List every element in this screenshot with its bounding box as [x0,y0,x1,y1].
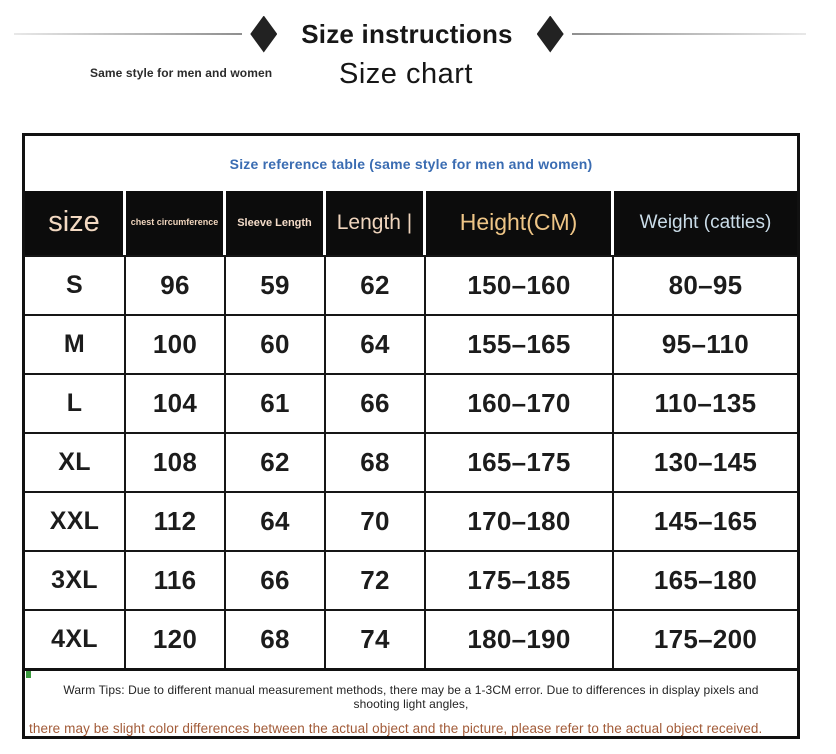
value-cell: 70 [326,491,426,550]
value-cell: 150–160 [426,255,614,314]
table-header-row [25,191,797,255]
column-header-chest: chest circumference [126,191,226,255]
value-cell: 66 [326,373,426,432]
value-cell: 95–110 [614,314,797,373]
divider-line-left [14,33,242,35]
header-band [0,14,820,54]
size-label-cell: 3XL [25,550,126,609]
size-label-cell: L [25,373,126,432]
value-cell: 62 [326,255,426,314]
value-cell: 180–190 [426,609,614,668]
warm-tips-line1: Warm Tips: Due to different manual measurement methods, there may be a 1-3CM error. Due to differences in display pixels and shooting light angles, [63,683,759,711]
divider-line-right [572,33,806,35]
table-row [25,373,797,432]
size-table [22,133,800,739]
table-caption: Size reference table (same style for men and women) [229,155,593,172]
table-body [25,255,797,668]
value-cell: 59 [226,255,326,314]
value-cell: 104 [126,373,226,432]
column-header-height: Height(CM) [426,191,614,255]
table-row [25,550,797,609]
value-cell: 175–200 [614,609,797,668]
size-label-cell: XL [25,432,126,491]
value-cell: 100 [126,314,226,373]
size-label-cell: S [25,255,126,314]
table-row [25,432,797,491]
value-cell: 165–175 [426,432,614,491]
value-cell: 64 [226,491,326,550]
value-cell: 170–180 [426,491,614,550]
value-cell: 68 [226,609,326,668]
value-cell: 96 [126,255,226,314]
value-cell: 110–135 [614,373,797,432]
page-title: Size instructions [301,18,513,49]
column-header-sleeve: Sleeve Length [226,191,326,255]
column-header-size: size [25,191,126,255]
size-label-cell: M [25,314,126,373]
value-cell: 62 [226,432,326,491]
value-cell: 72 [326,550,426,609]
value-cell: 80–95 [614,255,797,314]
value-cell: 74 [326,609,426,668]
value-cell: 108 [126,432,226,491]
value-cell: 112 [126,491,226,550]
value-cell: 116 [126,550,226,609]
value-cell: 155–165 [426,314,614,373]
value-cell: 60 [226,314,326,373]
value-cell: 66 [226,550,326,609]
size-label-cell: XXL [25,491,126,550]
column-header-weight: Weight (catties) [614,191,797,255]
size-label-cell: 4XL [25,609,126,668]
value-cell: 145–165 [614,491,797,550]
table-row [25,314,797,373]
value-cell: 130–145 [614,432,797,491]
green-artifact-mark [26,671,31,678]
unisex-note: Same style for men and women [90,66,273,80]
value-cell: 120 [126,609,226,668]
value-cell: 68 [326,432,426,491]
value-cell: 175–185 [426,550,614,609]
table-row [25,609,797,668]
value-cell: 165–180 [614,550,797,609]
table-row [25,491,797,550]
diamond-icon [537,16,564,53]
value-cell: 160–170 [426,373,614,432]
table-caption-row [25,136,797,191]
table-row [25,255,797,314]
size-chart-heading: Size chart [339,58,473,90]
warm-tips-box [25,668,797,736]
warm-tips-line2: there may be slight color differences between the actual object and the picture, please refer to the actual object received. [29,721,763,736]
diamond-icon [250,16,277,53]
value-cell: 61 [226,373,326,432]
value-cell: 64 [326,314,426,373]
column-header-length: Length | [326,191,426,255]
